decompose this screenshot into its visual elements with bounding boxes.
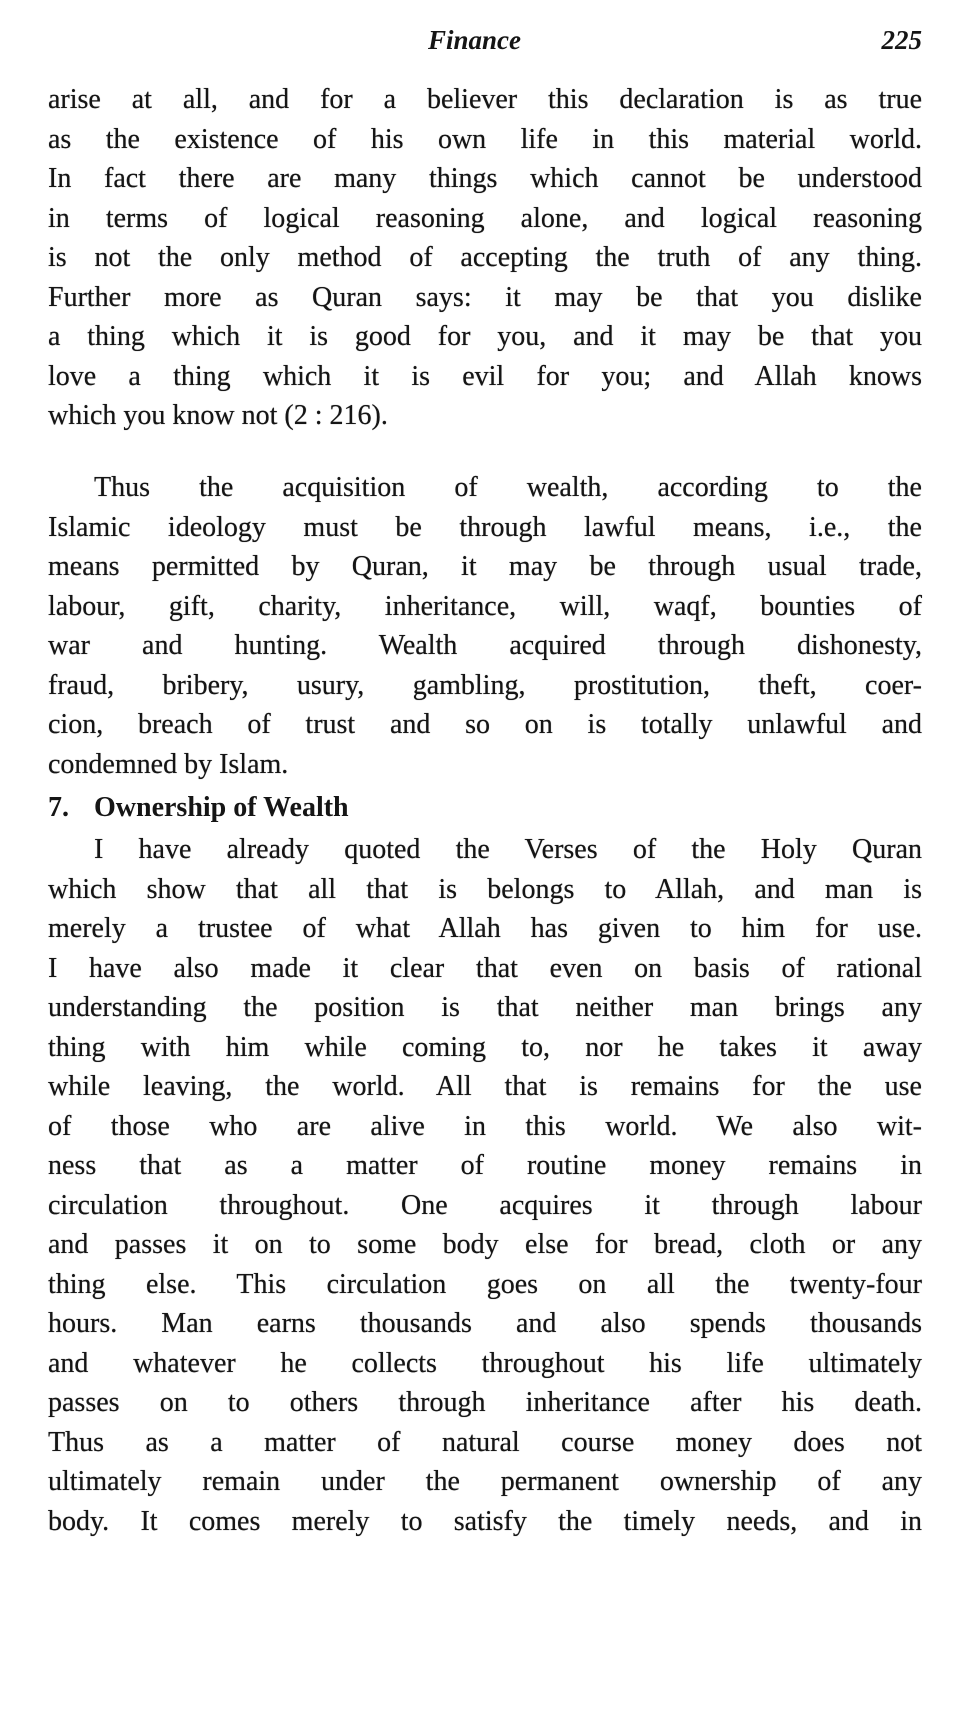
text-line: as the existence of his own life in this material world. — [48, 123, 922, 155]
text-line: thing with him while coming to, nor he takes it away — [48, 1031, 922, 1063]
paragraph-1 — [48, 80, 922, 436]
text-line: I have also made it clear that even on basis of rational — [48, 952, 922, 984]
text-line: circulation throughout. One acquires it through labour — [48, 1189, 922, 1221]
paragraph-3 — [48, 830, 922, 1541]
text-line: is not the only method of accepting the truth of any thing. — [48, 242, 922, 273]
text-line: hours. Man earns thousands and also spends thousands — [48, 1308, 922, 1339]
section-number: 7. — [48, 792, 69, 823]
text-line: which show that all that is belongs to Allah, and man is — [48, 873, 922, 905]
text-line: arise at all, and for a believer this declaration is as true — [48, 84, 922, 115]
text-line: Further more as Quran says: it may be that you dislike — [48, 281, 922, 313]
text-line: and whatever he collects throughout his life ultimately — [48, 1347, 922, 1379]
text-line: thing else. This circulation goes on all the twenty-four — [48, 1268, 922, 1300]
text-line: understanding the position is that neither man brings any — [48, 992, 922, 1023]
text-line: love a thing which it is evil for you; and Allah knows — [48, 360, 922, 392]
paragraph-2 — [48, 468, 922, 784]
page-header — [48, 20, 922, 60]
text-line: cion, breach of trust and so on is totally unlawful and — [48, 709, 922, 740]
text-line: passes on to others through inheritance after his death. — [48, 1387, 922, 1418]
section-heading — [48, 788, 349, 828]
text-line: of those who are alive in this world. We also wit- — [48, 1110, 922, 1142]
text-line: ness that as a matter of routine money remains in — [48, 1150, 922, 1181]
text-line: ultimately remain under the permanent ownership of any — [48, 1466, 922, 1497]
text-line: Islamic ideology must be through lawful means, i.e., the — [48, 511, 922, 543]
running-title: Finance — [428, 25, 522, 55]
page-number: 225 — [881, 25, 922, 55]
text-line: In fact there are many things which cannot be understood — [48, 163, 922, 194]
text-line: Thus as a matter of natural course money does not — [48, 1426, 922, 1458]
text-line: merely a trustee of what Allah has given to him for use. — [48, 913, 922, 944]
text-line: and passes it on to some body else for bread, cloth or any — [48, 1229, 922, 1260]
text-line: in terms of logical reasoning alone, and logical reasoning — [48, 202, 922, 234]
text-line: body. It comes merely to satisfy the timely needs, and in — [48, 1505, 922, 1537]
text-line: war and hunting. Wealth acquired through dishonesty, — [48, 630, 922, 661]
text-line: while leaving, the world. All that is remains for the use — [48, 1071, 922, 1102]
text-line: which you know not (2 : 216). — [48, 400, 388, 431]
text-line: condemned by Islam. — [48, 748, 289, 780]
text-line: a thing which it is good for you, and it may be that you — [48, 321, 922, 352]
section-title: Ownership of Wealth — [94, 792, 349, 823]
text-line: labour, gift, charity, inheritance, will, waqf, bounties of — [48, 590, 922, 622]
text-line: Thus the acquisition of wealth, according to the — [94, 472, 922, 503]
text-line: means permitted by Quran, it may be through usual trade, — [48, 551, 922, 582]
text-line: fraud, bribery, usury, gambling, prostitution, theft, coer- — [48, 669, 922, 701]
text-line: I have already quoted the Verses of the Holy Quran — [94, 834, 922, 865]
